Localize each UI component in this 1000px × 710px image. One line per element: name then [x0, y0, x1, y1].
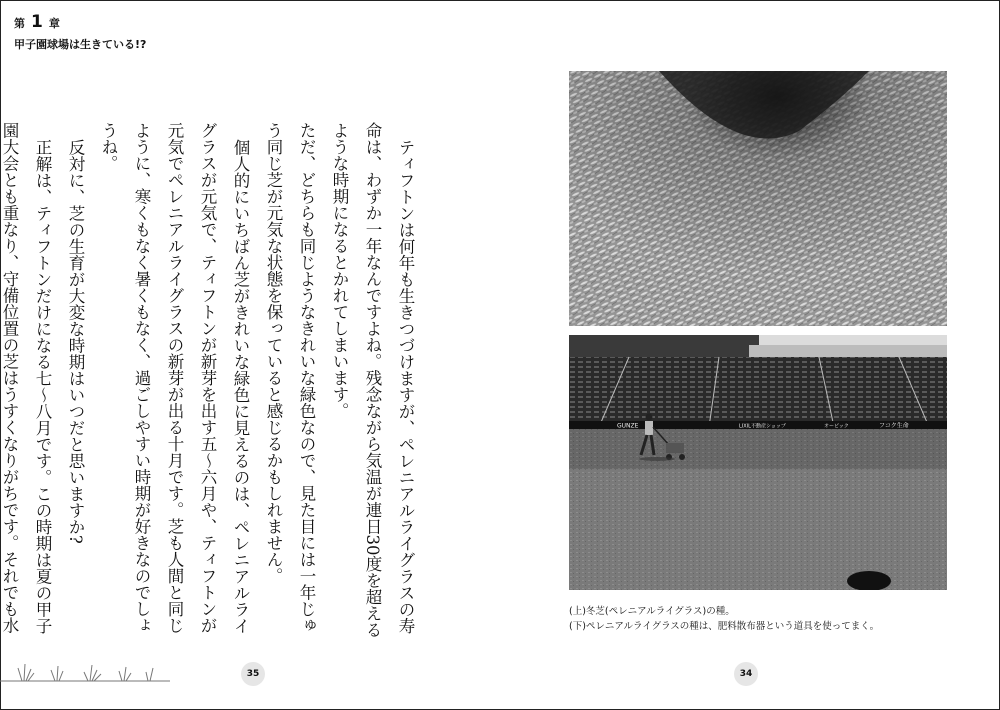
chapter-suffix: 章	[48, 17, 62, 30]
grass-decoration-icon	[0, 660, 170, 688]
caption-text: 冬芝(ペレニアルライグラス)の種。	[585, 606, 735, 617]
chapter-header	[14, 12, 146, 52]
chapter-label	[14, 12, 146, 32]
caption-line-top	[569, 604, 879, 619]
stadium-seeding-image	[569, 335, 947, 590]
photo-grass-seeds	[569, 71, 947, 326]
caption-prefix: (上)	[569, 606, 586, 617]
paragraph: 反対に、芝の生育が大変な時期はいつだと思いますか?	[66, 138, 85, 544]
caption-prefix: (下)	[569, 621, 586, 632]
banner-text: GUNZE	[617, 422, 639, 430]
chapter-title: 甲子園球場は生きている!?	[14, 38, 147, 52]
caption-text: ペレニアルライグラスの種は、肥料散布器という道具を使ってまく。	[585, 621, 880, 632]
body-text	[0, 122, 422, 642]
paragraph: ただ、どちらも同じようなきれいな緑色なので、見た目には一年じゅう同じ芝が元気な状態を保っていると感じるかもしれません。	[264, 122, 316, 634]
grass-seeds-image	[569, 71, 947, 326]
page-number-left: 35	[241, 662, 265, 686]
page-number-right: 34	[734, 662, 758, 686]
banner-text: オービック	[824, 423, 849, 430]
chapter-prefix: 第	[14, 17, 27, 30]
caption-line-bottom	[569, 619, 879, 634]
paragraph: 正解は、ティフトンだけになる七～八月です。この時期は夏の甲子園大会とも重なり、守備位置の芝はうすくなりがちです。それでも水	[0, 122, 52, 634]
photo-stadium-seeding	[569, 335, 947, 590]
paragraph: ティフトンは何年も生きつづけますが、ペレニアルライグラスの寿命は、わずか一年なんですよね。残念ながら気温が連日30度を超えるような時期になるとかれてしまいます。	[330, 122, 415, 638]
photo-caption	[569, 604, 879, 634]
banner-text: LIXIL不動産ショップ	[739, 423, 786, 430]
banner-text: フコク生命	[879, 422, 909, 430]
paragraph: 個人的にいちばん芝がきれいな緑色に見えるのは、ペレニアルライグラスが元気で、ティフトンが新芽を出す五～六月や、ティフトンが元気でペレニアルライグラスの新芽が出る十月です。芝も人間と同じように、寒くもなく暑くもなく、過ごしやすい時期が好きなのでしょうね。	[99, 122, 250, 634]
chapter-number: 1	[31, 12, 45, 32]
